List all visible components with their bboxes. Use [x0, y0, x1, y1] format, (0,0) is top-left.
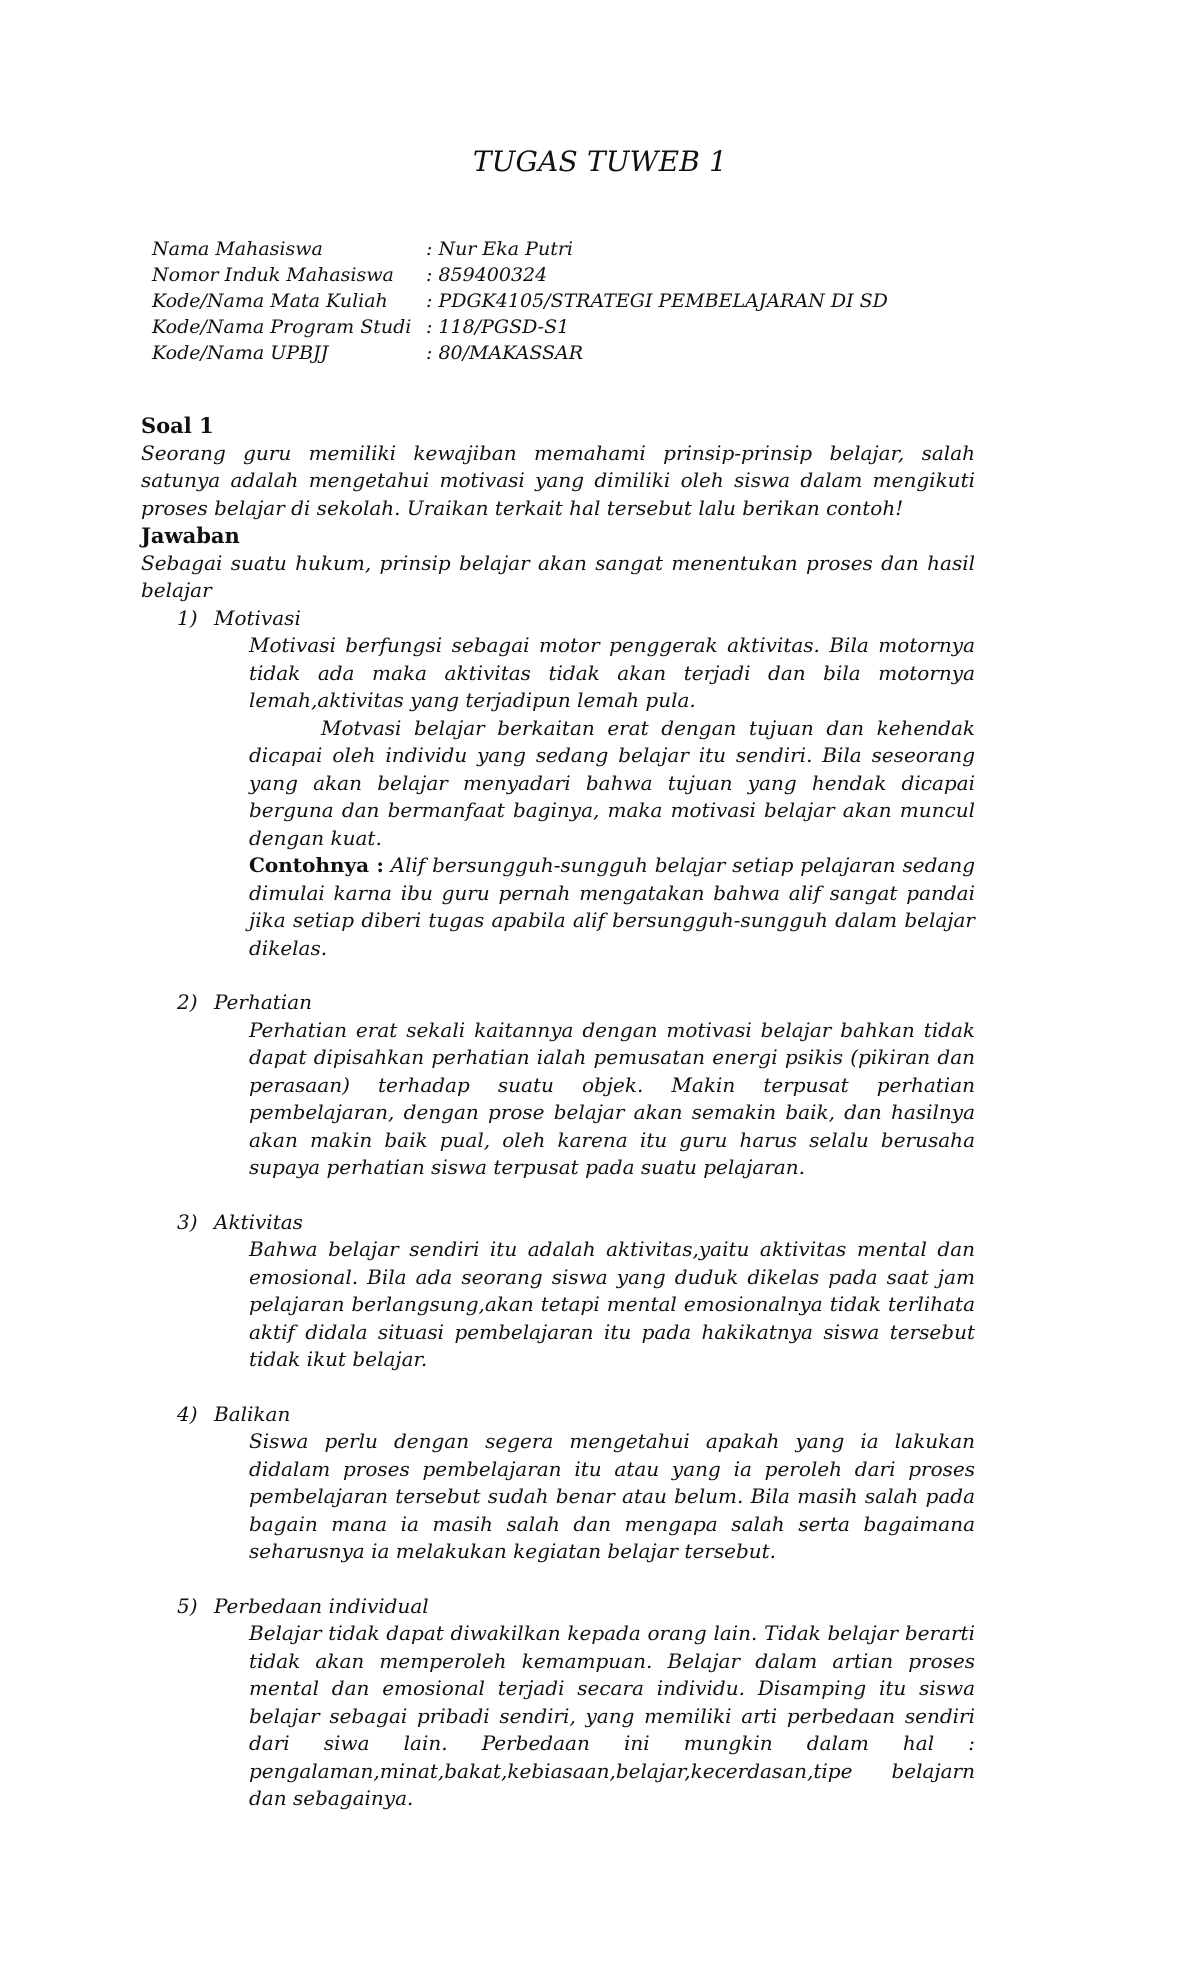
list-item	[177, 1209, 975, 1374]
item-paragraph: Belajar tidak dapat diwakilkan kepada orang lain. Tidak belajar berarti tidak akan memperoleh kemampuan. Belajar dalam artian proses mental dan emosional terjadi secara individu. Disamping itu siswa belajar sebagai pribadi sendiri, yang memiliki arti perbedaan sendiri dari siwa lain. Perbedaan ini mungkin dalam hal : pengalaman,minat,bakat,kebiasaan,belajar,kecerdasan,tipe belajarn dan sebagainya.	[249, 1621, 975, 1810]
example-label: Contohnya :	[249, 853, 384, 877]
item-number: 4)	[177, 1401, 198, 1426]
item-number: 1)	[177, 605, 198, 630]
student-info	[152, 236, 888, 366]
item-title: Balikan	[214, 1401, 291, 1426]
example-text: Alif bersungguh-sungguh belajar setiap pelajaran sedang dimulai karna ibu guru pernah mengatakan bahwa alif sangat pandai jika setiap diberi tugas apabila alif bersungguh-sungguh dalam belajar dikelas.	[249, 853, 976, 960]
document-body	[141, 412, 975, 1813]
item-paragraph: Siswa perlu dengan segera mengetahui apakah yang ia lakukan didalam proses pembelajaran itu atau yang ia peroleh dari proses pembelajaran tersebut sudah benar atau belum. Bila masih salah pada bagain mana ia masih salah dan mengapa salah serta bagaimana seharusnya ia melakukan kegiatan belajar tersebut.	[249, 1429, 975, 1563]
item-title: Perbedaan individual	[214, 1593, 429, 1618]
info-row-nim	[152, 262, 888, 288]
soal-question: Seorang guru memiliki kewajiban memahami prinsip-prinsip belajar, salah satunya adalah mengetahui motivasi yang dimiliki oleh siswa dalam mengikuti proses belajar di sekolah. Uraikan terkait hal tersebut lalu berikan contoh!	[141, 440, 975, 520]
info-label: Kode/Nama Program Studi	[152, 316, 412, 338]
item-paragraph: Motivasi berfungsi sebagai motor penggerak aktivitas. Bila motornya tidak ada maka aktivitas tidak akan terjadi dan bila motornya lemah,aktivitas yang terjadipun lemah pula.	[249, 633, 975, 712]
info-row-name	[152, 236, 888, 262]
item-number: 3)	[177, 1209, 198, 1234]
jawaban-intro: Sebagai suatu hukum, prinsip belajar akan sangat menentukan proses dan hasil belajar	[141, 550, 975, 602]
list-item	[177, 1401, 975, 1566]
item-title: Perhatian	[214, 990, 312, 1014]
item-paragraph: Bahwa belajar sendiri itu adalah aktivitas,yaitu aktivitas mental dan emosional. Bila ada seorang siswa yang duduk dikelas pada saat jam pelajaran berlangsung,akan tetapi mental emosionalnya tidak terlihata aktif didala situasi pembelajaran itu pada hakikatnya siswa tersebut tidak ikut belajar.	[249, 1237, 975, 1371]
info-value: : 80/MAKASSAR	[426, 342, 584, 364]
info-value: : Nur Eka Putri	[426, 238, 573, 260]
item-title: Aktivitas	[214, 1209, 303, 1234]
item-paragraph: Motvasi belajar berkaitan erat dengan tujuan dan kehendak dicapai oleh individu yang sedang belajar itu sendiri. Bila seseorang yang akan belajar menyadari bahwa tujuan yang hendak dicapai berguna dan bermanfaat baginya, maka motivasi belajar akan muncul dengan kuat.	[249, 715, 975, 850]
item-number: 5)	[177, 1593, 198, 1618]
soal-heading: Soal 1	[141, 413, 214, 438]
document-title: TUGAS TUWEB 1	[472, 145, 728, 178]
info-value: : PDGK4105/STRATEGI PEMBELAJARAN DI SD	[426, 290, 888, 312]
info-row-course	[152, 288, 888, 314]
list-item	[177, 989, 975, 1182]
info-value: : 118/PGSD-S1	[426, 316, 570, 338]
list-item	[177, 605, 975, 963]
list-item	[177, 1593, 975, 1813]
item-number: 2)	[177, 990, 198, 1014]
item-paragraph: Perhatian erat sekali kaitannya dengan motivasi belajar bahkan tidak dapat dipisahkan perhatian ialah pemusatan energi psikis (pikiran dan perasaan) terhadap suatu objek. Makin terpusat perhatian pembelajaran, dengan prose belajar akan semakin baik, dan hasilnya akan makin baik pual, oleh karena itu guru harus selalu berusaha supaya perhatian siswa terpusat pada suatu pelajaran.	[249, 1017, 975, 1179]
item-title: Motivasi	[214, 605, 301, 630]
jawaban-heading: Jawaban	[141, 523, 240, 548]
item-example	[249, 852, 975, 962]
info-label: Nomor Induk Mahasiswa	[152, 264, 394, 286]
info-value: : 859400324	[426, 264, 548, 286]
info-row-program	[152, 314, 888, 340]
info-label: Nama Mahasiswa	[152, 238, 323, 260]
info-label: Kode/Nama Mata Kuliah	[152, 290, 388, 312]
info-row-upbjj	[152, 340, 888, 366]
info-label: Kode/Nama UPBJJ	[152, 342, 329, 364]
